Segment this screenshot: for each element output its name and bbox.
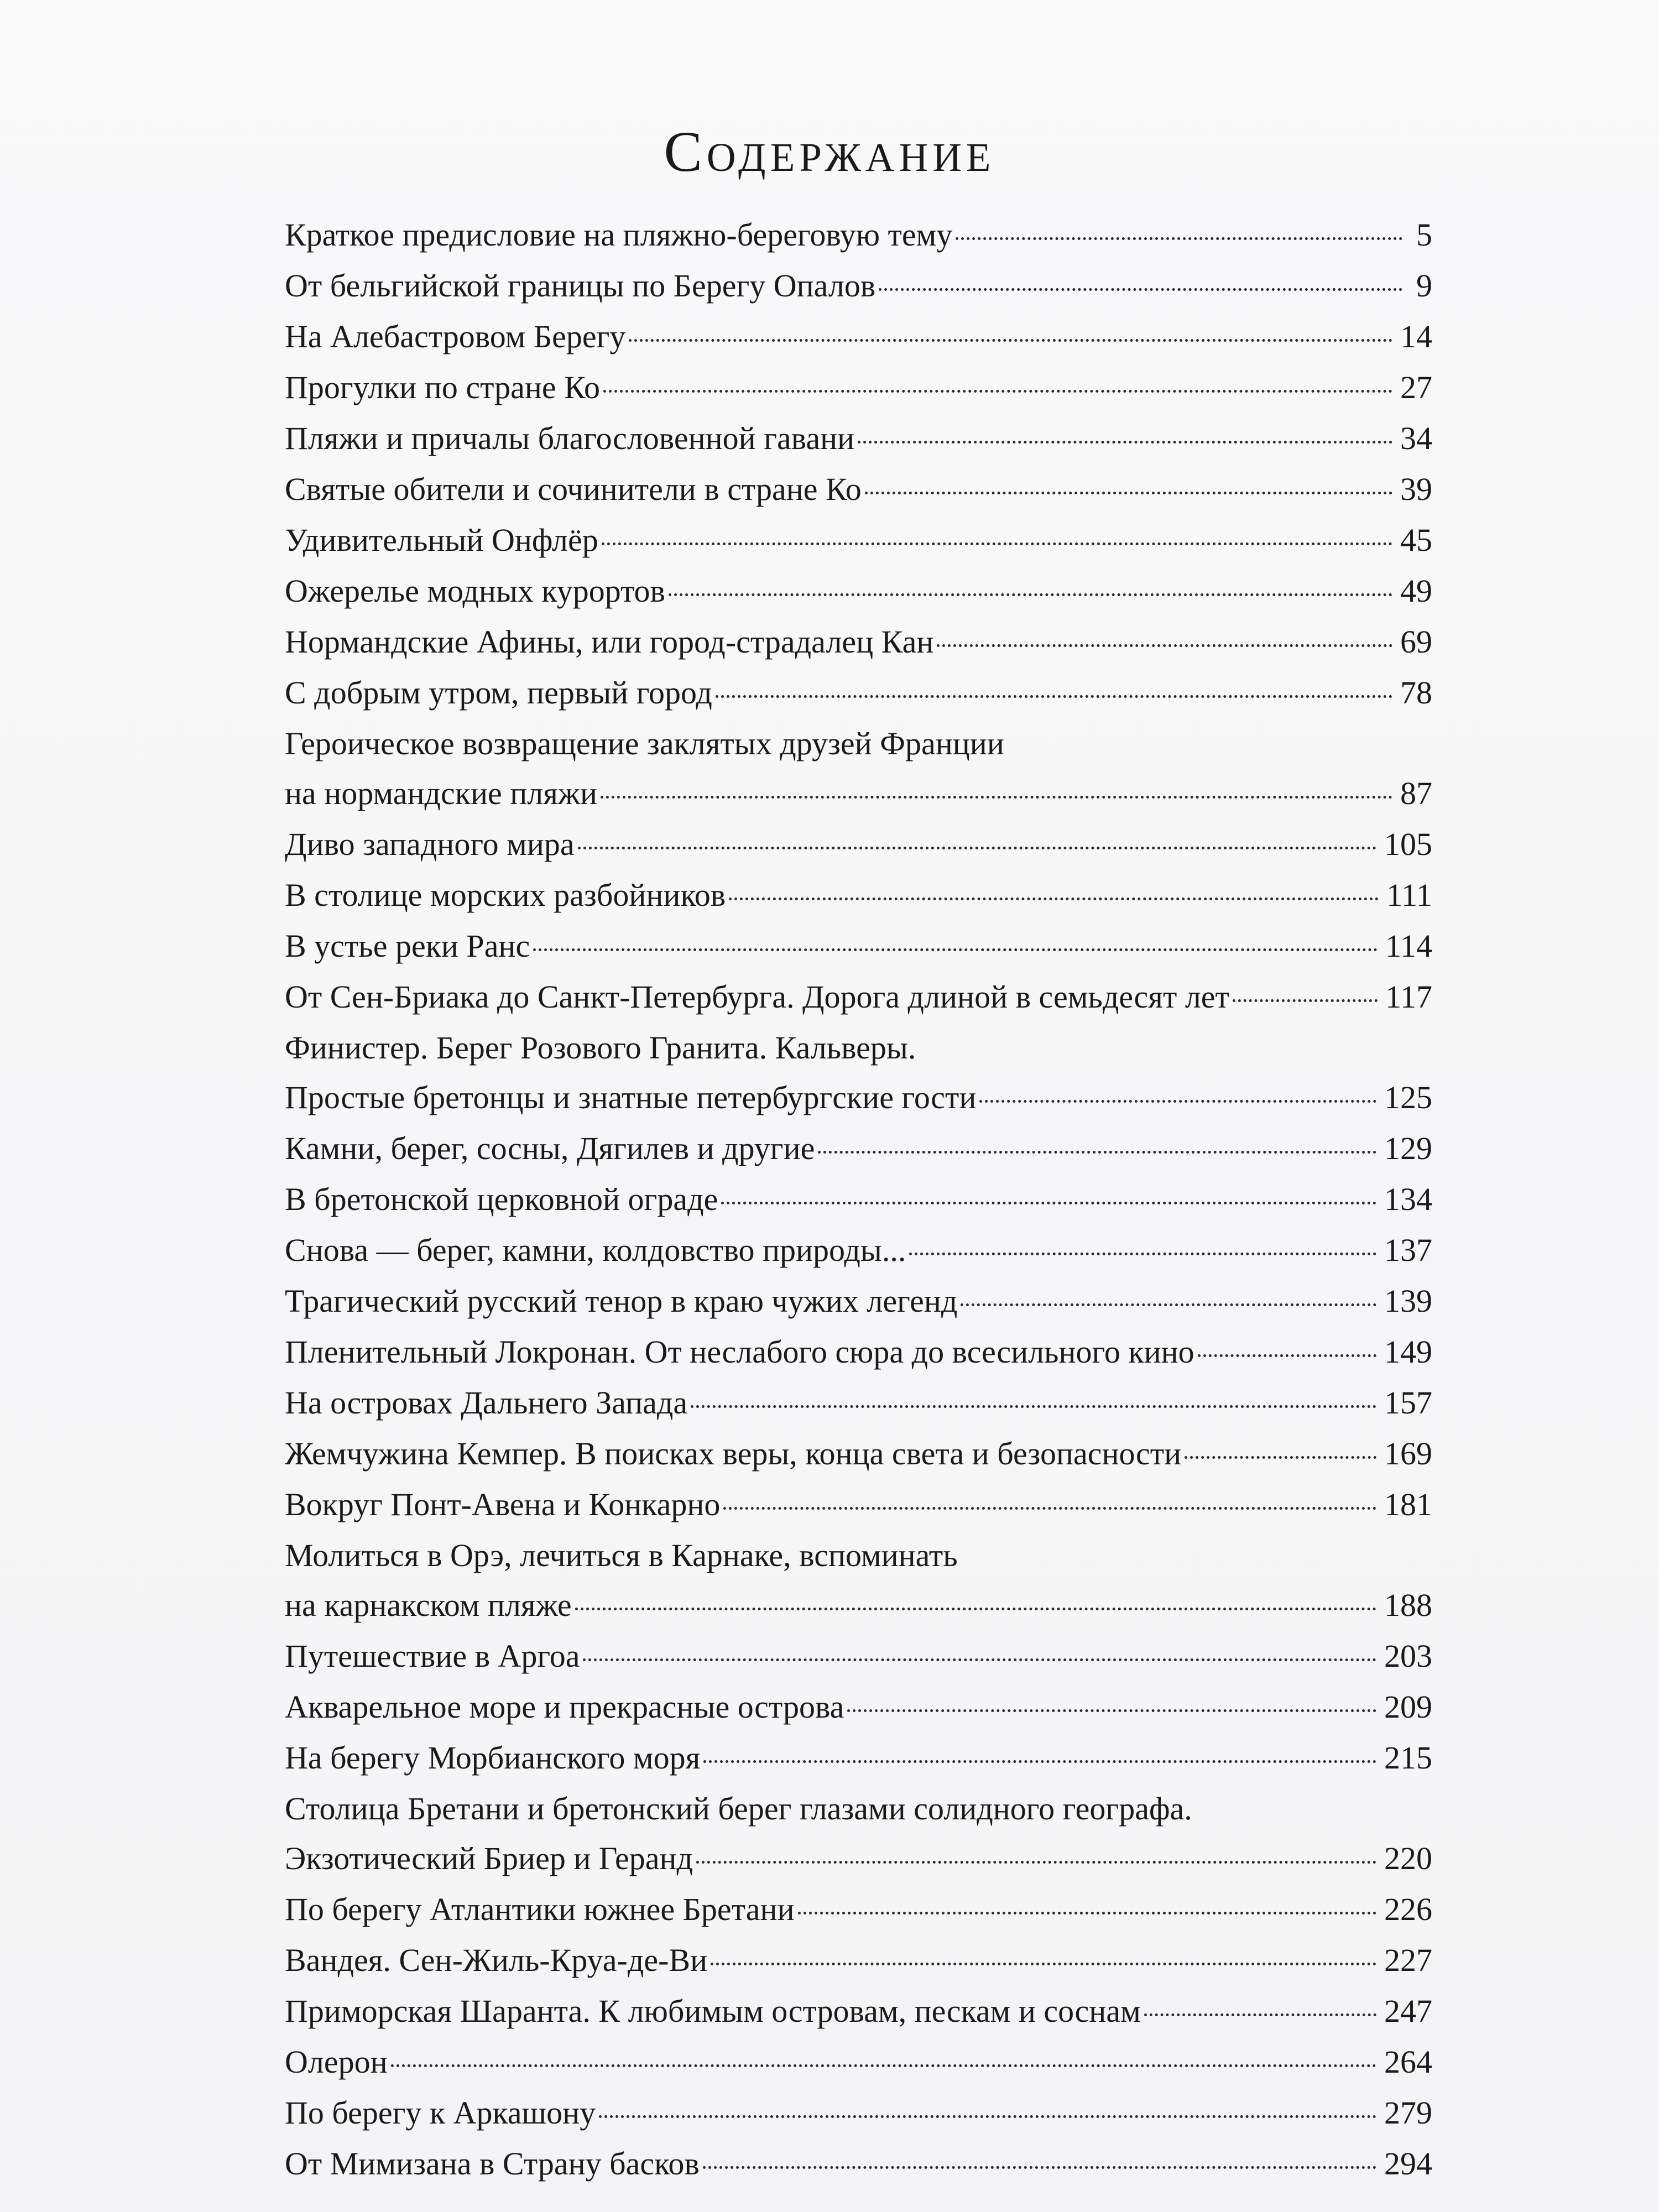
table-of-contents: [285, 210, 1432, 2190]
toc-entry-page-number: 134: [1384, 1181, 1432, 1217]
toc-entry-page-number: 220: [1384, 1840, 1432, 1876]
dot-leader: [847, 1709, 1376, 1712]
dot-leader: [729, 898, 1379, 900]
toc-entry-row: [285, 312, 1432, 362]
toc-entry: [285, 465, 1432, 514]
toc-entry-row: [285, 668, 1432, 718]
toc-entry-title: Камни, берег, сосны, Дягилев и другие: [285, 1130, 815, 1166]
toc-entry-row: [285, 1631, 1432, 1681]
toc-entry-row: [285, 617, 1432, 667]
toc-entry-title-line1: Героическое возвращение заклятых друзей Франции: [285, 726, 1004, 761]
toc-entry-page-number: 14: [1400, 319, 1432, 354]
dot-leader: [798, 1912, 1376, 1914]
toc-entry-row: [285, 261, 1432, 311]
toc-entry: [285, 414, 1432, 463]
toc-entry: [285, 1225, 1432, 1275]
toc-entry: [285, 921, 1432, 971]
toc-entry-title: Жемчужина Кемпер. В поисках веры, конца света и безопасности: [285, 1436, 1182, 1472]
toc-entry-title: Диво западного мира: [285, 826, 575, 862]
toc-entry-page-number: 117: [1385, 979, 1432, 1015]
toc-entry-title: Нормандские Афины, или город-страдалец Кан: [285, 624, 934, 660]
toc-entry: [285, 1378, 1432, 1428]
toc-entry-title: С добрым утром, первый город: [285, 675, 712, 711]
toc-entry: [285, 870, 1432, 920]
toc-entry: [285, 1784, 1432, 1884]
toc-entry-title: на нормандские пляжи: [285, 775, 598, 811]
toc-entry-row: [285, 566, 1432, 616]
toc-entry-row: [285, 1733, 1432, 1783]
toc-entry-page-number: 27: [1400, 369, 1432, 405]
dot-leader: [711, 1963, 1376, 1965]
toc-entry-page-number: 69: [1400, 624, 1432, 660]
toc-entry-row: [285, 1580, 1432, 1630]
dot-leader: [1185, 1456, 1376, 1459]
dot-leader: [575, 1608, 1376, 1610]
toc-entry-title: Путешествие в Аргоа: [285, 1638, 580, 1674]
toc-entry: [285, 2139, 1432, 2189]
toc-entry-row: [285, 414, 1432, 463]
toc-entry-page-number: 227: [1384, 1942, 1432, 1978]
toc-entry-row: [285, 820, 1432, 869]
toc-entry-page-number: 9: [1416, 268, 1432, 304]
toc-entry-row: [285, 972, 1432, 1022]
toc-entry-page-number: 215: [1384, 1740, 1432, 1776]
toc-entry-page-number: 114: [1385, 928, 1432, 964]
toc-entry-row: [285, 1936, 1432, 1985]
toc-entry-row: [285, 1073, 1432, 1123]
toc-entry-title: Пленительный Локронан. От неслабого сюра до всесильного кино: [285, 1334, 1194, 1370]
dot-leader: [691, 1405, 1376, 1408]
dot-leader: [879, 288, 1402, 291]
dot-leader: [1233, 999, 1378, 1002]
toc-entry: [285, 1023, 1432, 1123]
toc-entry-title: Святые обители и сочинители в стране Ко: [285, 471, 862, 507]
toc-entry-title-line1: Столица Бретани и бретонский берег глазами солидного географа.: [285, 1791, 1192, 1827]
toc-entry: [285, 719, 1432, 818]
toc-entry-row: [285, 2037, 1432, 2087]
toc-entry-title: Экзотический Бриер и Геранд: [285, 1840, 693, 1876]
toc-entry-page-number: 139: [1384, 1283, 1432, 1319]
toc-entry-page-number: 45: [1400, 522, 1432, 558]
toc-entry-page-number: 49: [1400, 573, 1432, 609]
toc-entry-page-number: 78: [1400, 675, 1432, 711]
toc-entry: [285, 363, 1432, 413]
toc-entry-row: [285, 1327, 1432, 1377]
toc-entry-page-number: 137: [1384, 1232, 1432, 1268]
toc-entry-page-number: 247: [1384, 1993, 1432, 2029]
toc-entry-title: Простые бретонцы и знатные петербургские гости: [285, 1079, 977, 1115]
toc-entry-row: [285, 1225, 1432, 1275]
toc-entry-title: От Сен-Бриака до Санкт-Петербурга. Дорога длиной в семьдесят лет: [285, 979, 1229, 1015]
toc-entry-title: Приморская Шаранта. К любимым островам, пескам и соснам: [285, 1993, 1141, 2029]
toc-entry-page-number: 188: [1384, 1587, 1432, 1623]
dot-leader: [601, 796, 1392, 799]
toc-entry: [285, 972, 1432, 1022]
toc-entry-title: Вокруг Понт-Авена и Конкарно: [285, 1486, 721, 1522]
toc-entry-row: [285, 1378, 1432, 1428]
toc-entry-page-number: 105: [1384, 826, 1432, 862]
toc-entry-page-number: 149: [1384, 1334, 1432, 1370]
dot-leader: [629, 339, 1392, 342]
toc-entry-page-number: 209: [1384, 1689, 1432, 1725]
toc-entry-title: на карнакском пляже: [285, 1587, 572, 1623]
toc-entry-title: От бельгийской границы по Берегу Опалов: [285, 268, 876, 304]
toc-entry-row: [285, 2088, 1432, 2138]
toc-entry-page-number: 157: [1384, 1385, 1432, 1421]
toc-entry-row: [285, 870, 1432, 920]
toc-entry-title-line1: Молиться в Орэ, лечиться в Карнаке, вспоминать: [285, 1537, 958, 1573]
dot-leader: [1144, 2013, 1376, 2016]
toc-entry-row: [285, 1480, 1432, 1530]
toc-entry-title: По берегу Атлантики южнее Бретани: [285, 1891, 795, 1927]
dot-leader: [818, 1151, 1376, 1154]
toc-entry-page-number: 34: [1400, 420, 1432, 456]
dot-leader: [696, 1861, 1376, 1864]
toc-entry-row: [285, 1429, 1432, 1479]
toc-entry-row: [285, 921, 1432, 971]
toc-entry-page-number: 39: [1400, 471, 1432, 507]
toc-entry-title: В столице морских разбойников: [285, 877, 726, 913]
toc-entry-title: Олерон: [285, 2044, 388, 2080]
page-title: Содержание: [664, 120, 995, 184]
toc-entry: [285, 1885, 1432, 1934]
dot-leader: [956, 237, 1402, 240]
dot-leader: [865, 492, 1392, 494]
toc-entry-page-number: 226: [1384, 1891, 1432, 1927]
toc-entry: [285, 1936, 1432, 1985]
toc-entry-title: Вандея. Сен-Жиль-Круа-де-Ви: [285, 1942, 708, 1978]
dot-leader: [533, 948, 1378, 951]
dot-leader: [721, 1202, 1376, 1204]
toc-entry-title: Краткое предисловие на пляжно-береговую тему: [285, 217, 953, 253]
dot-leader: [961, 1303, 1376, 1306]
toc-entry: [285, 1124, 1432, 1173]
toc-entry: [285, 1733, 1432, 1783]
toc-entry-page-number: 125: [1384, 1079, 1432, 1115]
toc-entry: [285, 312, 1432, 362]
toc-entry-title: Удивительный Онфлёр: [285, 522, 598, 558]
toc-entry-title: Снова — берег, камни, колдовство природы...: [285, 1232, 906, 1268]
toc-entry-row: [285, 1276, 1432, 1326]
dot-leader: [909, 1253, 1376, 1255]
toc-entry-title: На Алебастровом Берегу: [285, 319, 626, 354]
toc-entry: [285, 1429, 1432, 1479]
toc-entry-row: [285, 515, 1432, 565]
toc-entry-page-number: 5: [1416, 217, 1432, 253]
toc-entry-page-number: 294: [1384, 2146, 1432, 2182]
toc-entry-row: [285, 1986, 1432, 2036]
dot-leader: [858, 441, 1392, 444]
toc-entry-title: Ожерелье модных курортов: [285, 573, 665, 609]
dot-leader: [1198, 1354, 1376, 1357]
dot-leader: [937, 644, 1392, 647]
toc-entry-row: [285, 1124, 1432, 1173]
toc-entry-page-number: 129: [1384, 1130, 1432, 1166]
dot-leader: [583, 1658, 1376, 1661]
toc-entry: [285, 261, 1432, 311]
dot-leader: [703, 1760, 1376, 1763]
toc-entry: [285, 1276, 1432, 1326]
toc-entry-row: [285, 1175, 1432, 1224]
dot-leader: [602, 542, 1392, 545]
toc-entry-row: [285, 210, 1432, 260]
toc-entry-page-number: 264: [1384, 2044, 1432, 2080]
toc-entry: [285, 668, 1432, 718]
dot-leader: [603, 390, 1392, 393]
toc-entry: [285, 2037, 1432, 2087]
toc-entry-page-number: 203: [1384, 1638, 1432, 1674]
toc-entry-title: На берегу Морбианского моря: [285, 1740, 701, 1776]
toc-entry-page-number: 181: [1384, 1486, 1432, 1522]
toc-entry: [285, 820, 1432, 869]
dot-leader: [716, 695, 1392, 698]
toc-entry-title: Трагический русский тенор в краю чужих легенд: [285, 1283, 958, 1319]
dot-leader: [979, 1100, 1376, 1103]
toc-entry-title: На островах Дальнего Запада: [285, 1385, 688, 1421]
toc-entry: [285, 1986, 1432, 2036]
dot-leader: [703, 2166, 1376, 2169]
toc-entry: [285, 1631, 1432, 1681]
toc-entry-title: Акварельное море и прекрасные острова: [285, 1689, 844, 1725]
toc-entry: [285, 1327, 1432, 1377]
toc-entry-title: Пляжи и причалы благословенной гавани: [285, 420, 855, 456]
toc-entry: [285, 1682, 1432, 1732]
toc-entry-title-line1: Финистер. Берег Розового Гранита. Кальверы.: [285, 1030, 916, 1066]
toc-entry-row: [285, 465, 1432, 514]
toc-entry-page-number: 169: [1384, 1436, 1432, 1472]
toc-entry-title: В устье реки Ранс: [285, 928, 530, 964]
toc-entry: [285, 2088, 1432, 2138]
toc-entry: [285, 515, 1432, 565]
toc-entry: [285, 1175, 1432, 1224]
toc-entry-row: [285, 1885, 1432, 1934]
toc-entry: [285, 1531, 1432, 1630]
toc-entry-row: [285, 769, 1432, 818]
dot-leader: [391, 2064, 1376, 2067]
toc-entry-page-number: 279: [1384, 2095, 1432, 2131]
toc-entry-page-number: 87: [1400, 775, 1432, 811]
dot-leader: [599, 2115, 1376, 2118]
toc-entry: [285, 566, 1432, 616]
toc-entry-row: [285, 2139, 1432, 2189]
toc-entry: [285, 1480, 1432, 1530]
toc-entry-row: [285, 1834, 1432, 1884]
dot-leader: [578, 847, 1376, 849]
toc-entry-page-number: 111: [1386, 877, 1432, 913]
toc-entry-title: Прогулки по стране Ко: [285, 369, 600, 405]
toc-entry: [285, 210, 1432, 260]
toc-entry-row: [285, 1682, 1432, 1732]
dot-leader: [723, 1507, 1376, 1510]
toc-entry-title: По берегу к Аркашону: [285, 2095, 596, 2131]
toc-entry: [285, 617, 1432, 667]
toc-entry-title: В бретонской церковной ограде: [285, 1181, 718, 1217]
toc-entry-title: От Мимизана в Страну басков: [285, 2146, 700, 2182]
toc-entry-row: [285, 363, 1432, 413]
dot-leader: [669, 593, 1392, 596]
